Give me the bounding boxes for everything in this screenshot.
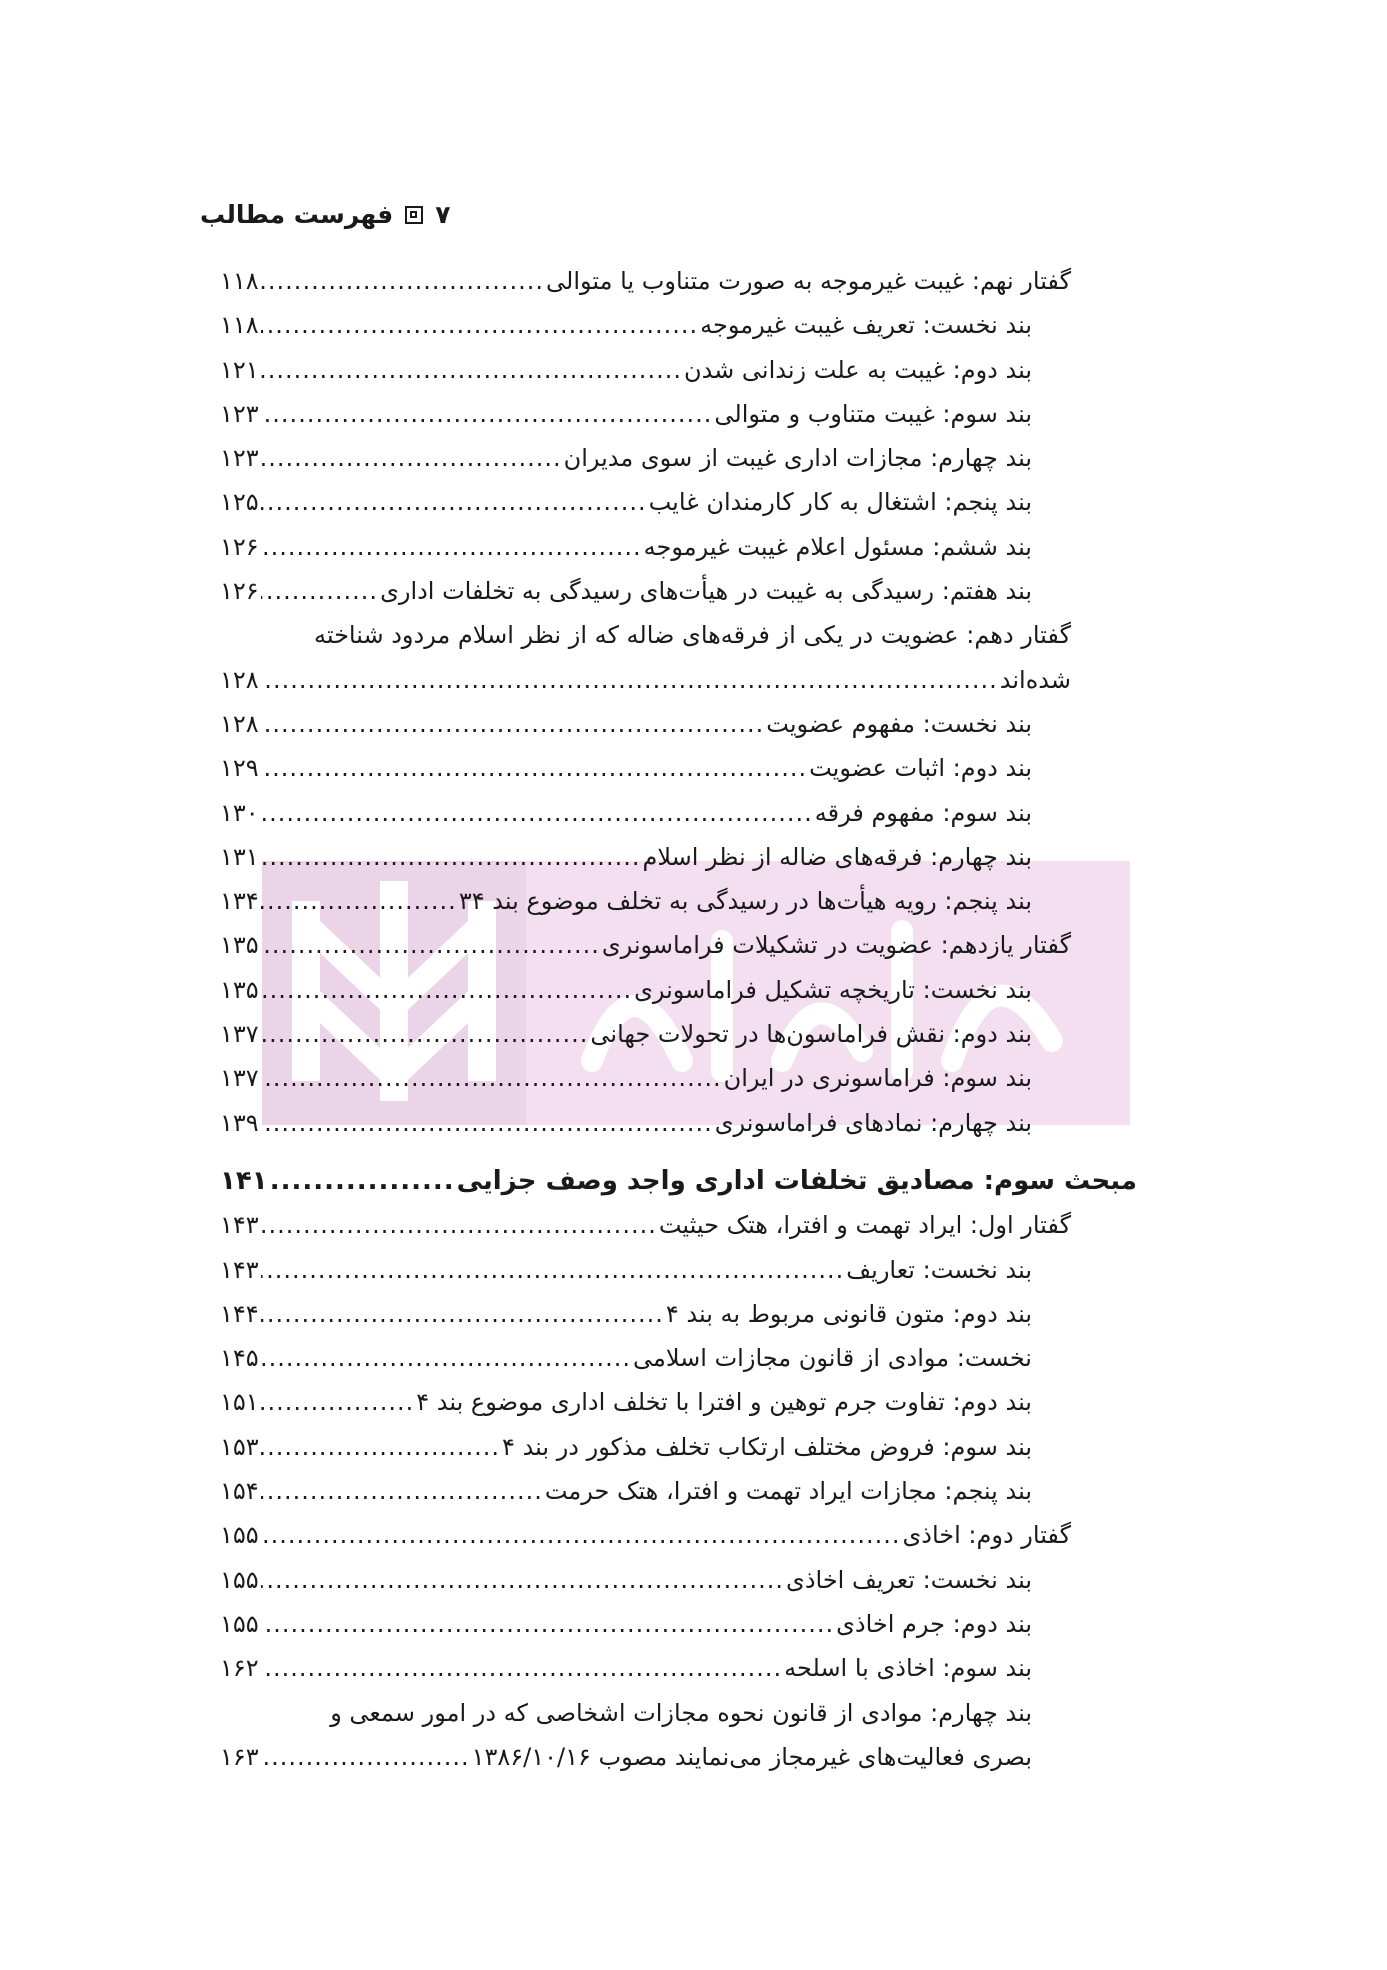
toc-entry-page: ۱۳۰ <box>220 798 259 827</box>
toc-entry[interactable] <box>0 392 1387 436</box>
dot-leader <box>261 1012 589 1056</box>
toc-entry[interactable] <box>0 835 1387 879</box>
toc-entry-page: ۱۳۷ <box>220 1020 259 1049</box>
dot-leader <box>261 525 642 569</box>
dot-leader <box>261 968 632 1012</box>
toc-entry[interactable] <box>0 1425 1387 1469</box>
toc-entry-title: بند دوم: اثبات عضویت <box>809 754 1032 783</box>
toc-entry-page: ۱۴۴ <box>220 1299 259 1328</box>
dot-leader <box>261 1735 470 1779</box>
toc-entry[interactable] <box>0 1292 1387 1336</box>
toc-entry-title: بند چهارم: مجازات اداری غیبت از سوی مدیران <box>563 444 1032 473</box>
toc-entry[interactable] <box>0 480 1387 524</box>
toc-entry[interactable] <box>0 1203 1387 1247</box>
page-header <box>200 200 1130 229</box>
toc-entry[interactable] <box>0 1248 1387 1292</box>
toc-entry-title: بند دوم: جرم اخاذی <box>836 1609 1032 1638</box>
toc-entry[interactable] <box>0 1558 1387 1602</box>
dot-leader <box>261 746 807 790</box>
toc-entry-page: ۱۴۵ <box>220 1344 259 1373</box>
toc-entry-page: ۱۴۳ <box>220 1211 259 1240</box>
toc-entry-page: ۱۵۳ <box>220 1432 259 1461</box>
toc-entry-page: ۱۲۶ <box>220 532 259 561</box>
toc-entry[interactable] <box>0 436 1387 480</box>
toc-entry-title: شده‌اند <box>999 665 1071 694</box>
toc-entry[interactable] <box>0 1380 1387 1424</box>
toc-entry-page: ۱۳۵ <box>220 975 259 1004</box>
toc-entry[interactable] <box>0 923 1387 967</box>
toc-entry-page: ۱۲۳ <box>220 399 259 428</box>
dot-leader <box>261 702 765 746</box>
toc-entry-title: بند نخست: تعریف اخاذی <box>786 1565 1032 1594</box>
toc-entry[interactable] <box>0 968 1387 1012</box>
toc-entry[interactable] <box>0 1336 1387 1380</box>
toc-entry-page: ۱۳۱ <box>220 842 259 871</box>
toc-entry-page: ۱۱۸ <box>220 267 259 295</box>
dot-leader <box>261 835 641 879</box>
toc-entry-title: گفتار دهم: عضویت در یکی از فرقه‌های ضاله که از نظر اسلام مردود شناخته <box>313 621 1071 650</box>
dot-leader <box>261 1646 782 1690</box>
toc-entry-title: بند ششم: مسئول اعلام غیبت غیرموجه <box>643 532 1032 561</box>
dot-leader <box>261 923 600 967</box>
toc-entry[interactable] <box>0 348 1387 392</box>
toc-entry-title: گفتار نهم: غیبت غیرموجه به صورت متناوب یا متوالی <box>546 267 1071 295</box>
dot-leader <box>261 1425 500 1469</box>
toc-entry[interactable] <box>0 1056 1387 1100</box>
toc-entry-title: بند پنجم: اشتغال به کار کارمندان غایب <box>648 488 1032 517</box>
toc-entry[interactable] <box>0 1101 1387 1145</box>
toc-entry[interactable] <box>0 702 1387 746</box>
toc-entry-title: گفتار دوم: اخاذی <box>902 1521 1071 1550</box>
page-number: ۷ <box>435 200 451 229</box>
toc-entry-page: ۱۲۹ <box>220 754 259 783</box>
dot-leader <box>261 879 457 923</box>
toc-entry-title: بند سوم: غیبت متناوب و متوالی <box>714 399 1032 428</box>
toc-entry-page: ۱۲۵ <box>220 488 259 517</box>
dot-leader <box>261 1203 657 1247</box>
dot-leader <box>261 1101 713 1145</box>
table-of-contents <box>0 259 1387 1779</box>
dot-leader <box>261 1602 834 1646</box>
dot-leader <box>261 436 562 480</box>
toc-entry[interactable] <box>0 791 1387 835</box>
toc-entry-title: بند دوم: تفاوت جرم توهین و افترا با تخلف اداری موضوع بند ۴ <box>416 1388 1032 1417</box>
toc-entry-page: ۱۵۵ <box>220 1609 259 1638</box>
toc-entry-title: بند چهارم: فرقه‌های ضاله از نظر اسلام <box>642 842 1032 871</box>
toc-entry-title: بند نخست: تاریخچه تشکیل فراماسونری <box>634 975 1032 1004</box>
toc-entry-page: ۱۳۷ <box>220 1064 259 1093</box>
dot-leader <box>261 303 698 347</box>
toc-entry-title: گفتار یازدهم: عضویت در تشکیلات فراماسونری <box>601 931 1071 960</box>
toc-entry-page: ۱۵۵ <box>220 1521 259 1550</box>
toc-entry-title: بند سوم: فراماسونری در ایران <box>723 1064 1032 1093</box>
toc-entry-title: بند پنجم: مجازات ایراد تهمت و افترا، هتک حرمت <box>544 1477 1032 1506</box>
dot-leader <box>270 1159 455 1203</box>
toc-entry[interactable] <box>0 569 1387 613</box>
toc-entry-page: ۱۴۱ <box>220 1165 268 1196</box>
toc-entry-page: ۱۶۲ <box>220 1654 259 1683</box>
running-title: فهرست مطالب <box>200 200 394 229</box>
toc-entry[interactable] <box>0 746 1387 790</box>
toc-entry-page: ۱۳۵ <box>220 931 259 960</box>
dot-leader <box>261 1558 784 1602</box>
toc-entry-page: ۱۲۳ <box>220 444 259 473</box>
toc-entry[interactable] <box>0 1513 1387 1557</box>
dot-leader <box>261 1380 415 1424</box>
dot-leader <box>261 1292 664 1336</box>
toc-entry-title: بند سوم: مفهوم فرقه <box>814 798 1032 827</box>
dot-leader <box>261 658 998 702</box>
toc-entry[interactable] <box>0 259 1387 303</box>
toc-entry-title: بند پنجم: رویه هیأت‌ها در رسیدگی به تخلف موضوع بند ۳۴ <box>458 887 1032 916</box>
dot-leader <box>261 1336 631 1380</box>
square-ornament-icon <box>405 206 423 224</box>
toc-entry[interactable] <box>0 1159 1387 1203</box>
toc-entry-page: ۱۵۱ <box>220 1388 259 1417</box>
toc-entry[interactable] <box>0 1012 1387 1056</box>
dot-leader <box>261 791 813 835</box>
toc-entry[interactable] <box>0 1691 1387 1735</box>
dot-leader <box>261 348 682 392</box>
toc-entry[interactable] <box>0 1602 1387 1646</box>
toc-entry-page: ۱۶۳ <box>220 1742 259 1771</box>
dot-leader <box>261 392 713 436</box>
dot-leader <box>261 1248 845 1292</box>
toc-entry[interactable] <box>0 1735 1387 1779</box>
toc-entry-page: ۱۵۴ <box>220 1477 259 1506</box>
dot-leader <box>261 1513 901 1557</box>
toc-entry-page: ۱۲۸ <box>220 709 259 738</box>
toc-entry-page: ۱۴۳ <box>220 1255 259 1284</box>
toc-entry-title: بند دوم: غیبت به علت زندانی شدن <box>683 355 1032 384</box>
toc-entry-title: بند سوم: اخاذی با اسلحه <box>784 1654 1032 1683</box>
toc-entry-title: بند نخست: تعریف غیبت غیرموجه <box>700 311 1032 340</box>
toc-entry-title: بند چهارم: موادی از قانون نحوه مجازات اشخاصی که در امور سمعی و <box>330 1698 1032 1727</box>
toc-entry[interactable] <box>0 525 1387 569</box>
toc-entry-title: بند دوم: متون قانونی مربوط به بند ۴ <box>665 1299 1032 1328</box>
dot-leader <box>261 1056 722 1100</box>
toc-entry-title: بند هفتم: رسیدگی به غیبت در هیأت‌های رسیدگی به تخلفات اداری <box>380 577 1032 606</box>
dot-leader <box>261 1469 543 1513</box>
toc-entry[interactable] <box>0 303 1387 347</box>
toc-entry-title: بند نخست: مفهوم عضویت <box>766 709 1032 738</box>
toc-entry-title: بند سوم: فروض مختلف ارتکاب تخلف مذکور در بند ۴ <box>502 1432 1032 1461</box>
toc-entry-page: ۱۵۵ <box>220 1565 259 1594</box>
toc-entry-title: بند نخست: تعاریف <box>846 1255 1032 1284</box>
toc-entry[interactable] <box>0 1469 1387 1513</box>
toc-entry-title: بند دوم: نقش فراماسون‌ها در تحولات جهانی <box>590 1020 1032 1049</box>
toc-entry[interactable] <box>0 658 1387 702</box>
toc-entry-title: بصری فعالیت‌های غیرمجاز می‌نمایند مصوب ۱۳۸۶/۱۰/۱۶ <box>471 1742 1032 1771</box>
toc-entry[interactable] <box>0 879 1387 923</box>
toc-entry[interactable] <box>0 613 1387 657</box>
toc-entry-title: بند چهارم: نمادهای فراماسونری <box>714 1108 1032 1137</box>
toc-entry-page: ۱۱۸ <box>220 311 259 340</box>
toc-entry-page: ۱۲۸ <box>220 665 259 694</box>
dot-leader <box>261 569 378 613</box>
toc-entry-title: مبحث سوم: مصادیق تخلفات اداری واجد وصف جزایی <box>456 1165 1137 1196</box>
toc-entry-title: گفتار اول: ایراد تهمت و افترا، هتک حیثیت <box>658 1211 1071 1240</box>
toc-entry-page: ۱۳۴ <box>220 887 259 916</box>
toc-entry[interactable] <box>0 1646 1387 1690</box>
dot-leader <box>261 480 647 524</box>
toc-entry-page: ۱۲۶ <box>220 577 259 606</box>
toc-entry-title: نخست: موادی از قانون مجازات اسلامی <box>633 1344 1032 1373</box>
toc-entry-page: ۱۳۹ <box>220 1108 259 1137</box>
dot-leader <box>261 259 544 303</box>
toc-entry-page: ۱۲۱ <box>220 355 259 384</box>
